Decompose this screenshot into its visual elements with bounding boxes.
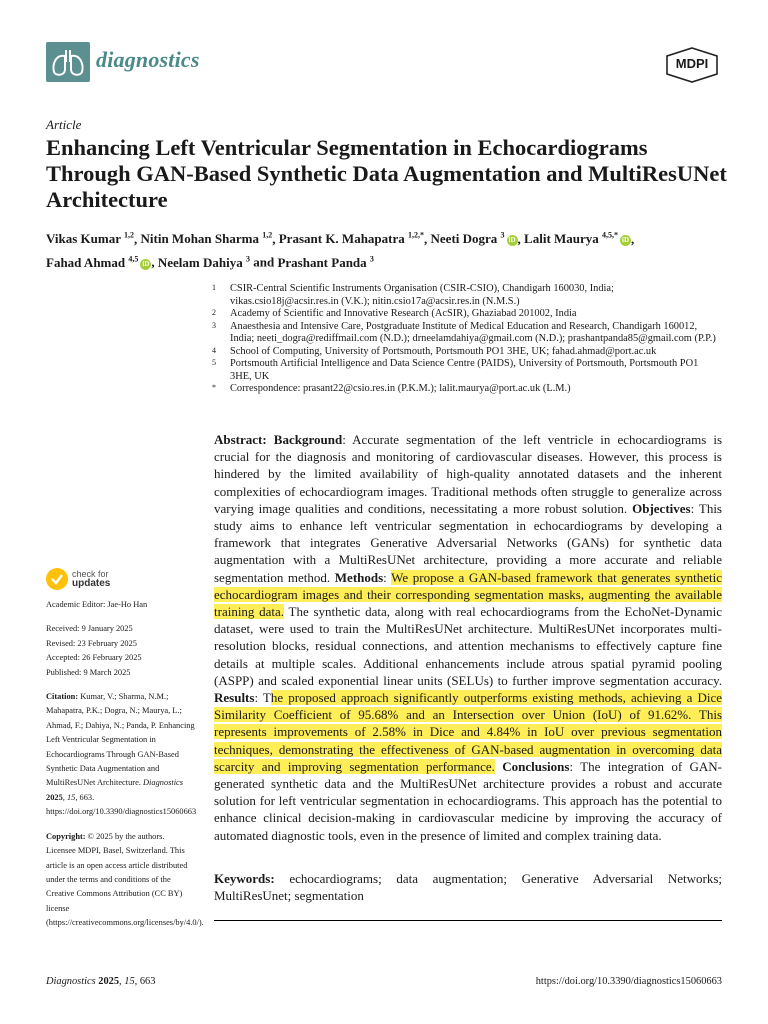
affiliation-item: 2 Academy of Scientific and Innovative Research (AcSIR), Ghaziabad 201002, India bbox=[212, 308, 577, 319]
lungs-icon bbox=[46, 42, 90, 82]
check-icon bbox=[46, 568, 68, 590]
author[interactable]: Vikas Kumar $^{1,2}$ bbox=[46, 231, 135, 247]
publisher-logo bbox=[665, 47, 719, 83]
orcid-icon[interactable]: iD bbox=[622, 236, 630, 245]
author[interactable]: Prasant K. Mahapatra $^{1,2,*}$ bbox=[278, 231, 425, 247]
accepted-date: Accepted: 26 February 2025 bbox=[46, 653, 142, 663]
divider bbox=[214, 920, 722, 921]
correspondence: * Correspondence: prasant22@csio.res.in (P.K.M.); lalit.maurya@port.ac.uk (L.M.) bbox=[212, 383, 571, 394]
article-type: Article bbox=[46, 117, 82, 132]
affiliation-item: 5 Portsmouth Artificial Intelligence and Data Science Centre (PAIDS), University of Portsmouth, Portsmouth PO1 3HE, UK bbox=[212, 358, 699, 382]
affiliation-item: 1 CSIR-Central Scientific Instruments Organisation (CSIR-CSIO), Chandigarh 160030, India; vikas.csio18j@acsir.res.in (V.K.); nitin.csio17a@acsir.res.in (N.M.S.) bbox=[212, 283, 614, 307]
affiliation-item: 4 School of Computing, University of Portsmouth, Portsmouth PO1 3HE, UK; fahad.ahmad@port.ac.uk bbox=[212, 345, 657, 357]
footer-citation: Diagnostics 2025, 15, 663 bbox=[46, 976, 156, 987]
citation: Citation: Kumar, V.; Sharma, N.M.; Mahapatra, P.K.; Dogra, N.; Maurya, L.; Ahmad, F.; Dahiya, N.; Panda, P. Enhancing Left Ventricular Segmentation in Echocardiograms Through GAN-Based Synthetic Data Augmentation and MultiResUNet Architecture. Diagnostics 2025, 15, 663. https://doi.org/10.3390/diagnostics15060663 bbox=[46, 692, 197, 817]
keywords: Keywords: echocardiograms; data augmentation; Generative Adversarial Networks; MultiResUnet; segmentation bbox=[214, 871, 723, 904]
paper-title: Enhancing Left Ventricular Segmentation in Echocardiograms Through GAN-Based Synthetic Data Augmentation and MultiResUNet Architecture bbox=[46, 135, 727, 212]
author[interactable]: Prashant Panda $^3$ bbox=[277, 254, 374, 270]
author[interactable]: Fahad Ahmad $^{4,5}$iD bbox=[46, 254, 150, 270]
affiliation-item: 3 Anaesthesia and Intensive Care, Postgraduate Institute of Medical Education and Research, Chandigarh 160012, India; neeti_dogra@rediffmail.com (N.D.); drneelamdahiya@gmail.com (N.D.); prashantpanda85@gmail.com (P.P.) bbox=[212, 320, 716, 344]
check-for-updates-badge[interactable]: check for updates bbox=[46, 568, 196, 590]
journal-logo bbox=[46, 42, 90, 82]
received-date: Received: 9 January 2025 bbox=[46, 624, 133, 634]
author[interactable]: Lalit Maurya $^{4,5,*}$iD bbox=[524, 231, 630, 247]
author[interactable]: Neeti Dogra $^3$iD bbox=[430, 231, 516, 247]
sidebar-info bbox=[46, 568, 204, 931]
highlight: he proposed approach significantly outperforms existing methods, achieving a Dice Similarity Coefficient of 95.68% and an Intersection over Union (IoU) of 91.62%. This represents improvements of 2.58% in Dice and 4.84% in IoU over previous segmentation techniques, demonstrating the effectiveness of GAN-based augmentation in overcoming data scarcity and improving segmentation performance. bbox=[214, 690, 722, 774]
footer-doi-link[interactable]: https://doi.org/10.3390/diagnostics15060663 bbox=[535, 976, 722, 987]
author-list: Vikas Kumar $^{1,2}$, Nitin Mohan Sharma $^{1,2}$, Prasant K. Mahapatra $^{1,2,*}$, Neeti Dogra $^3$iD , Lalit Maurya $^{4,5,*}$iD , Fahad Ahmad $^{4,5}$iD , Neelam Dahiya $^3$ and Prashant Panda $^3$ bbox=[46, 231, 635, 270]
published-date: Published: 9 March 2025 bbox=[46, 667, 131, 677]
copyright: Copyright: © 2025 by the authors. Licensee MDPI, Basel, Switzerland. This article is an open access article distributed under the terms and conditions of the Creative Commons Attribution (CC BY) license (https://creativecommons.org/licenses/by/4.0/). bbox=[46, 831, 204, 928]
affiliations bbox=[212, 283, 722, 396]
orcid-icon[interactable]: iD bbox=[508, 236, 516, 245]
publisher-name: MDPI bbox=[675, 56, 709, 71]
highlight: We propose a GAN-based framework that generates synthetic echocardiogram images and their corresponding segmentation masks, augmenting the available training data. bbox=[214, 569, 722, 620]
orcid-icon[interactable]: iD bbox=[142, 259, 150, 268]
author[interactable]: Nitin Mohan Sharma $^{1,2}$ bbox=[140, 231, 273, 247]
journal-name: diagnostics bbox=[96, 47, 200, 72]
author[interactable]: Neelam Dahiya $^3$ bbox=[157, 254, 250, 270]
revised-date: Revised: 23 February 2025 bbox=[46, 638, 137, 648]
abstract: Abstract: Background: Accurate segmentation of the left ventricle in echocardiograms is crucial for the diagnosis and monitoring of cardiovascular diseases. However, this process is hindered by the limited availability of high-quality annotated datasets and the inherent complexities of echocardiogram images. Traditional methods often struggle to generalize across varying image qualities and conditions, necessitating a more robust solution. Objectives: This study aims to enhance left ventricular segmentation in echocardiograms by developing a framework that integrates Generative Adversarial Networks (GANs) for synthetic data augmentation with a MultiResUNet architecture, providing a more accurate and reliable segmentation method. Methods: We propose a GAN-based framework that generates synthetic echocardiogram images and their corresponding segmentation masks, augmenting the available training data. The synthetic data, along with real echocardiograms from the EchoNet-Dynamic dataset, were used to train the MultiResUNet architecture. MultiResUNet incorporates multi-resolution blocks, residual connections, and attention mechanisms to effectively capture fine details at multiple scales. Additional enhancements include atrous spatial pyramid pooling (ASPP) and scaled exponential linear units (SELUs) to further improve segmentation accuracy. Results: The proposed approach significantly outperforms existing methods, achieving a Dice Similarity Coefficient of 95.68% and an Intersection over Union (IoU) of 91.62%. This represents improvements of 2.58% in Dice and 4.84% in IoU over previous segmentation techniques, demonstrating the effectiveness of GAN-based augmentation in overcoming data scarcity and improving segmentation performance. Conclusions: The integration of GAN-generated synthetic data and the MultiResUNet architecture provides a robust and accurate solution for left ventricular segmentation in echocardiograms. This approach has the potential to enhance clinical decision-making in cardiovascular medicine by improving the accuracy of automated diagnostic tools, even in the presence of limited and complex training data. bbox=[214, 432, 723, 843]
academic-editor: Academic Editor: Jae-Ho Han bbox=[46, 600, 148, 609]
